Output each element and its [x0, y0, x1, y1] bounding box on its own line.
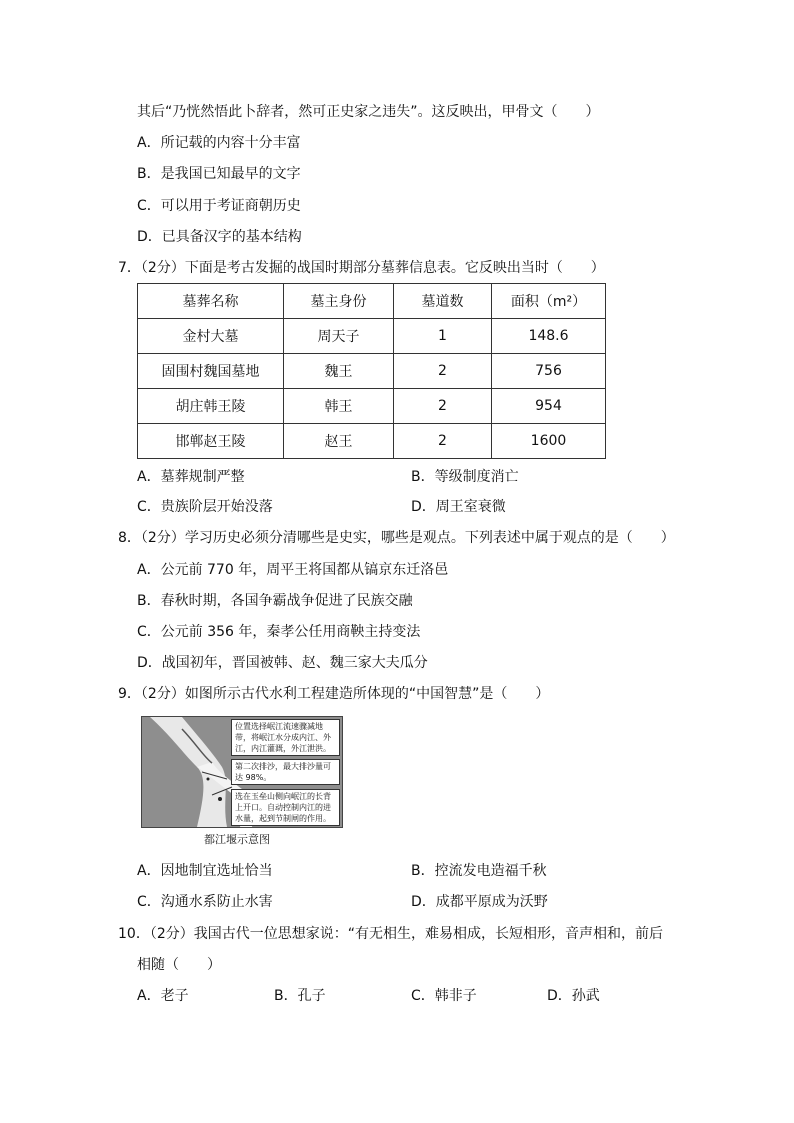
cell-passages: 2: [394, 354, 492, 389]
note-fish-mouth: 位置选择岷江流速骤减地带，将岷江水分成内江、外江，内江灌溉，外江泄洪。: [231, 719, 340, 756]
header-passages: 墓道数: [394, 284, 492, 319]
table-row: [138, 389, 606, 424]
q9-stem: 9．（2分）如图所示古代水利工程建造所体现的“中国智慧”是（ ）: [118, 686, 550, 702]
table-row: [138, 354, 606, 389]
cell-owner: 周天子: [284, 319, 394, 354]
cell-tomb-name: 邯郸赵王陵: [138, 424, 284, 459]
q7-option-a: A．墓葬规制严整: [137, 469, 245, 485]
q8-stem: 8．（2分）学习历史必须分清哪些是史实，哪些是观点。下列表述中属于观点的是（ ）: [118, 530, 675, 546]
q6-option-a: A．所记载的内容十分丰富: [137, 135, 301, 151]
cell-passages: 1: [394, 319, 492, 354]
cell-area: 954: [492, 389, 606, 424]
q6-option-b: B．是我国已知最早的文字: [137, 166, 301, 182]
q7-option-d: D．周王室衰微: [411, 499, 506, 515]
q9-option-c: C．沟通水系防止水害: [137, 894, 273, 910]
cell-owner: 韩王: [284, 389, 394, 424]
cell-area: 148.6: [492, 319, 606, 354]
q10-stem-line1: 10．（2分）我国古代一位思想家说：“有无相生，难易相成，长短相形，音声相和，前后: [118, 926, 663, 942]
tomb-info-table: [137, 283, 606, 459]
q10-option-a: A．老子: [137, 988, 189, 1004]
table-row: [138, 319, 606, 354]
table-row: [138, 424, 606, 459]
cell-passages: 2: [394, 424, 492, 459]
q9-option-d: D．成都平原成为沃野: [411, 894, 548, 910]
q8-option-a: A．公元前 770 年，周平王将国都从镐京东迁洛邑: [137, 562, 449, 578]
q6-stem-tail: 其后“乃恍然悟此卜辞者，然可正史家之违失”。这反映出，甲骨文（ ）: [137, 104, 600, 120]
cell-owner: 赵王: [284, 424, 394, 459]
q10-stem-line2: 相随（ ）: [137, 957, 221, 973]
dujiangyan-diagram: [141, 716, 343, 828]
q10-option-d: D．孙武: [547, 988, 600, 1004]
q8-option-c: C．公元前 356 年，秦孝公任用商鞅主持变法: [137, 624, 421, 640]
note-sand-discharge: 第二次排沙，最大排沙量可达 98%。: [231, 759, 340, 785]
q10-option-c: C．韩非子: [411, 988, 477, 1004]
q7-stem: 7．（2分）下面是考古发掘的战国时期部分墓葬信息表。它反映出当时（ ）: [118, 260, 605, 276]
q8-option-d: D．战国初年，晋国被韩、赵、魏三家大夫瓜分: [137, 655, 428, 671]
cell-owner: 魏王: [284, 354, 394, 389]
header-owner: 墓主身份: [284, 284, 394, 319]
q7-option-b: B．等级制度消亡: [411, 469, 519, 485]
cell-area: 1600: [492, 424, 606, 459]
q7-option-c: C．贵族阶层开始没落: [137, 499, 273, 515]
header-area: 面积（m²）: [492, 284, 606, 319]
figure-caption: 都江堰示意图: [204, 833, 270, 846]
cell-area: 756: [492, 354, 606, 389]
cell-tomb-name: 固围村魏国墓地: [138, 354, 284, 389]
q8-option-b: B．春秋时期，各国争霸战争促进了民族交融: [137, 593, 413, 609]
q10-option-b: B．孔子: [274, 988, 326, 1004]
cell-tomb-name: 金村大墓: [138, 319, 284, 354]
note-bottle-neck: 选在玉垒山侧向岷江的长背上开口。自动控制内江的进水量，起到节制闸的作用。: [231, 789, 340, 826]
table-header-row: [138, 284, 606, 319]
q6-option-d: D．已具备汉字的基本结构: [137, 229, 302, 245]
cell-passages: 2: [394, 389, 492, 424]
q6-option-c: C．可以用于考证商朝历史: [137, 198, 301, 214]
cell-tomb-name: 胡庄韩王陵: [138, 389, 284, 424]
header-tomb-name: 墓葬名称: [138, 284, 284, 319]
q9-option-a: A．因地制宜选址恰当: [137, 863, 273, 879]
q9-option-b: B．控流发电造福千秋: [411, 863, 547, 879]
